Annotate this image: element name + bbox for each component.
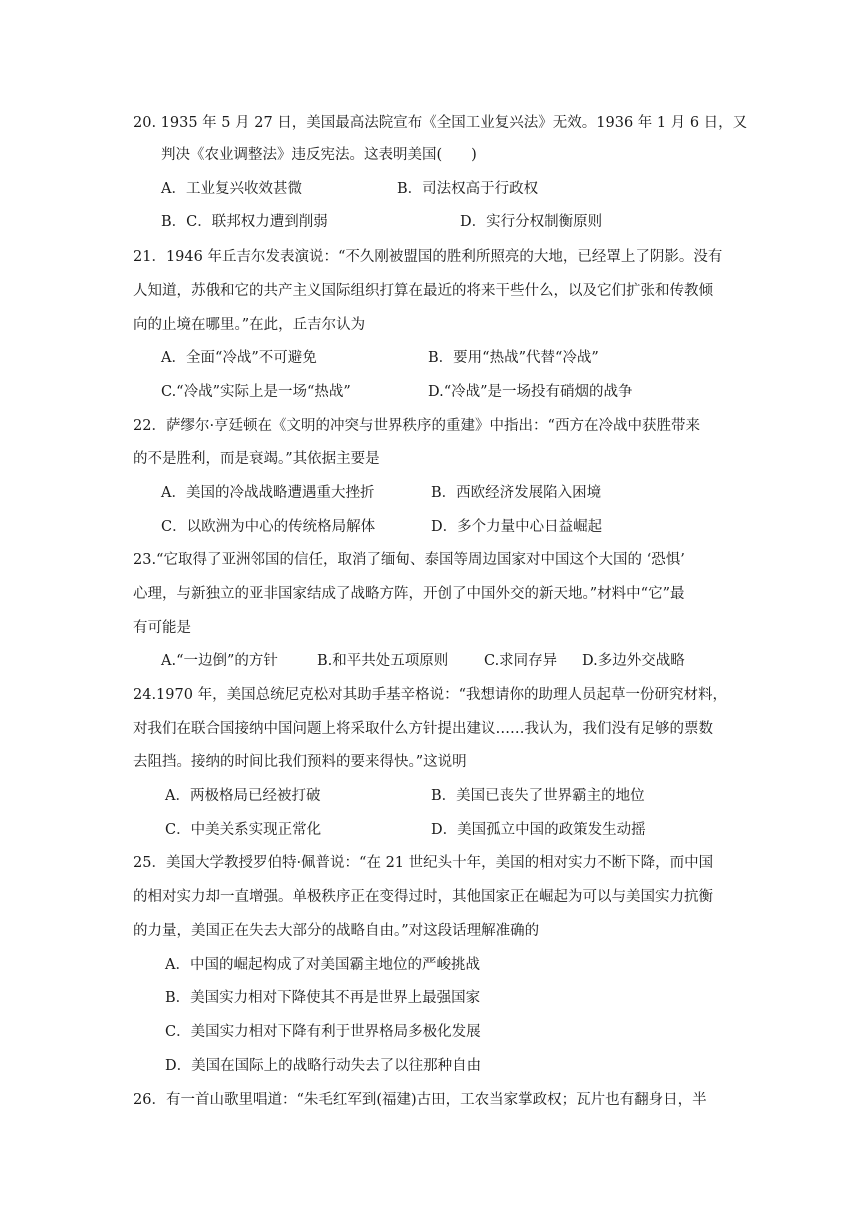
question-22-option-b: B．西欧经济发展陷入困境	[431, 485, 602, 501]
question-26-stem-line-1: 26．有一首山歌里唱道：“朱毛红军到(福建)古田，工农当家掌政权；瓦片也有翻身日，半	[133, 1092, 707, 1108]
question-21-option-d: D.“冷战”是一场投有硝烟的战争	[428, 384, 633, 400]
question-25-option-d: D．美国在国际上的战略行动失去了以往那种自由	[165, 1058, 482, 1074]
question-25-option-a: A．中国的崛起构成了对美国霸主地位的严峻挑战	[165, 957, 480, 973]
question-20-stem-line-2: 判决《农业调整法》违反宪法。这表明美国( )	[161, 147, 477, 163]
question-24-option-b: B．美国已丧失了世界霸主的地位	[431, 788, 645, 804]
question-21-option-b: B．要用“热战”代替“冷战”	[428, 350, 599, 366]
question-22-option-c: C．以欧洲为中心的传统格局解体	[161, 519, 376, 535]
question-23-option-c: C.求同存异	[484, 653, 558, 669]
question-21-option-c: C.“冷战”实际上是一场“热战”	[161, 384, 351, 400]
question-22-stem-line-1: 22．萨缪尔·亨廷顿在《文明的冲突与世界秩序的重建》中指出：“西方在冷战中获胜带来	[133, 418, 700, 434]
question-20-option-a: A．工业复兴收效甚微	[161, 181, 302, 197]
question-20-option-d: D．实行分权制衡原则	[460, 214, 603, 230]
question-22-option-a: A．美国的冷战战略遭遇重大挫折	[161, 485, 375, 501]
question-22-option-d: D．多个力量中心日益崛起	[431, 519, 603, 535]
question-24-option-a: A．两极格局已经被打破	[165, 788, 321, 804]
question-24-option-c: C．中美关系实现正常化	[165, 822, 322, 838]
question-25-option-b: B．美国实力相对下降使其不再是世界上最强国家	[165, 990, 481, 1006]
question-24-stem-line-2: 对我们在联合国接纳中国问题上将采取什么方针提出建议……我认为，我们没有足够的票数	[133, 721, 713, 737]
question-25-stem-line-3: 的力量，美国正在失去大部分的战略自由。”对这段话理解准确的	[133, 923, 540, 939]
question-24-option-d: D．美国孤立中国的政策发生动摇	[431, 822, 646, 838]
question-23-stem-line-1: 23.“它取得了亚洲邻国的信任，取消了缅甸、泰国等周边国家对中国这个大国的 ‘恐惧’	[133, 552, 685, 568]
question-21-stem-line-2: 人知道，苏俄和它的共产主义国际组织打算在最近的将来干些什么，以及它们扩张和传教倾	[133, 283, 713, 299]
question-25-stem-line-1: 25．美国大学教授罗伯特·佩普说：“在 21 世纪头十年，美国的相对实力不断下降，而中国	[133, 855, 714, 871]
question-24-stem-line-1: 24.1970 年，美国总统尼克松对其助手基辛格说：“我想请你的助理人员起草一份研究材料，	[133, 687, 727, 703]
question-21-stem-line-3: 向的止境在哪里。”在此，丘吉尔认为	[133, 317, 366, 333]
question-25-option-c: C．美国实力相对下降有利于世界格局多极化发展	[165, 1024, 481, 1040]
question-23-option-d: D.多边外交战略	[582, 653, 685, 669]
question-20-stem-line-1: 20. 1935 年 5 月 27 日，美国最高法院宣布《全国工业复兴法》无效。1936 年 1 月 6 日，又	[133, 115, 748, 131]
question-23-option-b: B.和平共处五项原则	[317, 653, 449, 669]
question-23-stem-line-2: 心理，与新独立的亚非国家结成了战略方阵，开创了中国外交的新天地。”材料中“它”最	[133, 586, 685, 602]
question-25-stem-line-2: 的相对实力却一直增强。单极秩序正在变得过时，其他国家正在崛起为可以与美国实力抗衡	[133, 889, 713, 905]
question-22-stem-line-2: 的不是胜利，而是衰竭。”其依据主要是	[133, 451, 380, 467]
question-21-stem-line-1: 21．1946 年丘吉尔发表演说：“不久刚被盟国的胜利所照亮的大地，已经罩上了阴影。没有	[133, 249, 723, 265]
question-20-option-b: B．司法权高于行政权	[397, 181, 539, 197]
question-23-option-a: A.“一边倒”的方针	[161, 653, 278, 669]
question-24-stem-line-3: 去阻挡。接纳的时间比我们预料的要来得快。”这说明	[133, 754, 467, 770]
question-21-option-a: A．全面“冷战”不可避免	[161, 350, 317, 366]
question-23-stem-line-3: 有可能是	[133, 620, 191, 636]
question-20-option-c: B．C．联邦权力遭到削弱	[161, 214, 328, 230]
